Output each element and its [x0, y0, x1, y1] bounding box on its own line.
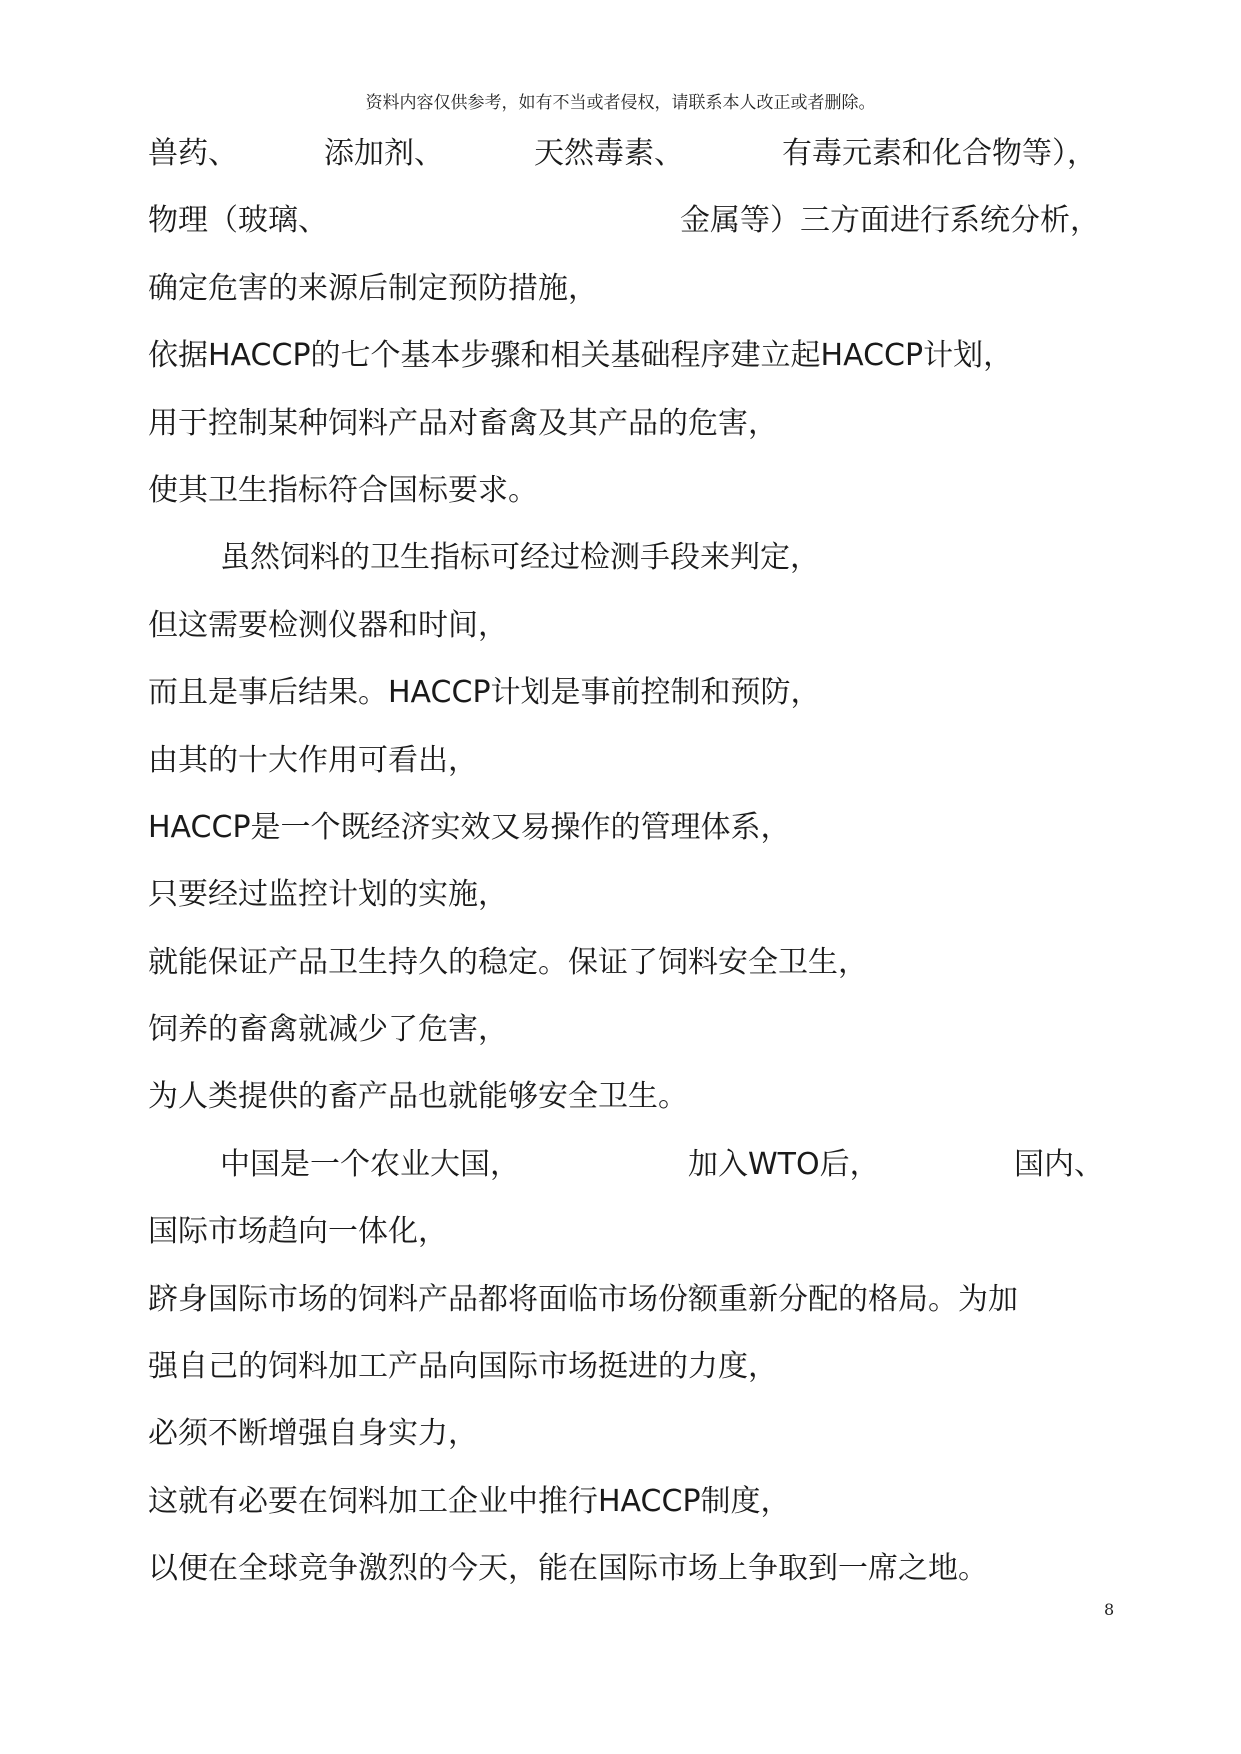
page-number: 8: [1104, 1600, 1115, 1619]
text-line-1: [148, 128, 1110, 195]
text-segment: 添加剂、: [324, 136, 444, 171]
text-line-11: HACCP是一个既经济实效又易操作的管理体系，: [148, 809, 791, 845]
text-line-9: 而且是事后结果。HACCP计划是事前控制和预防，: [148, 675, 821, 711]
text-line-16: [148, 1139, 1110, 1206]
text-line-6: 使其卫生指标符合国标要求。: [148, 472, 538, 508]
text-line-4: 依据HACCP的七个基本步骤和相关基础程序建立起HACCP计划，: [148, 338, 1014, 374]
text-line-3: 确定危害的来源后制定预防措施，: [148, 270, 598, 306]
text-line-17: 国际市场趋向一体化，: [148, 1214, 448, 1250]
text-segment: 金属等）三方面进行系统分析，: [680, 203, 1100, 239]
text-line-7: 虽然饲料的卫生指标可经过检测手段来判定，: [220, 540, 820, 576]
text-segment: 物理（玻璃、: [148, 203, 328, 239]
text-line-12: 只要经过监控计划的实施，: [148, 877, 508, 913]
text-line-8: 但这需要检测仪器和时间，: [148, 607, 508, 643]
text-line-22: 以便在全球竞争激烈的今天，能在国际市场上争取到一席之地。: [148, 1551, 988, 1587]
text-line-2: [148, 195, 1110, 262]
header-disclaimer: 资料内容仅供参考，如有不当或者侵权，请联系本人改正或者删除。: [365, 93, 876, 113]
text-segment: 国内、: [1014, 1146, 1104, 1182]
text-segment: 加入WTO后，: [688, 1146, 880, 1182]
text-segment: 中国是一个农业大国，: [220, 1146, 520, 1182]
text-line-20: 必须不断增强自身实力，: [148, 1416, 478, 1452]
text-segment: 天然毒素、: [534, 136, 684, 171]
text-line-21: 这就有必要在饲料加工企业中推行HACCP制度，: [148, 1483, 791, 1519]
text-segment: 有毒元素和化合物等），: [782, 136, 1097, 171]
text-line-15: 为人类提供的畜产品也就能够安全卫生。: [148, 1079, 688, 1115]
text-segment: 兽药、: [148, 136, 238, 171]
text-line-19: 强自己的饲料加工产品向国际市场挺进的力度，: [148, 1349, 778, 1385]
text-line-13: 就能保证产品卫生持久的稳定。保证了饲料安全卫生，: [148, 944, 868, 980]
text-line-10: 由其的十大作用可看出，: [148, 742, 478, 778]
body-text: [148, 128, 1110, 1611]
text-line-18: 跻身国际市场的饲料产品都将面临市场份额重新分配的格局。为加: [148, 1281, 1018, 1317]
text-line-14: 饲养的畜禽就减少了危害，: [148, 1012, 508, 1048]
text-line-5: 用于控制某种饲料产品对畜禽及其产品的危害，: [148, 405, 778, 441]
